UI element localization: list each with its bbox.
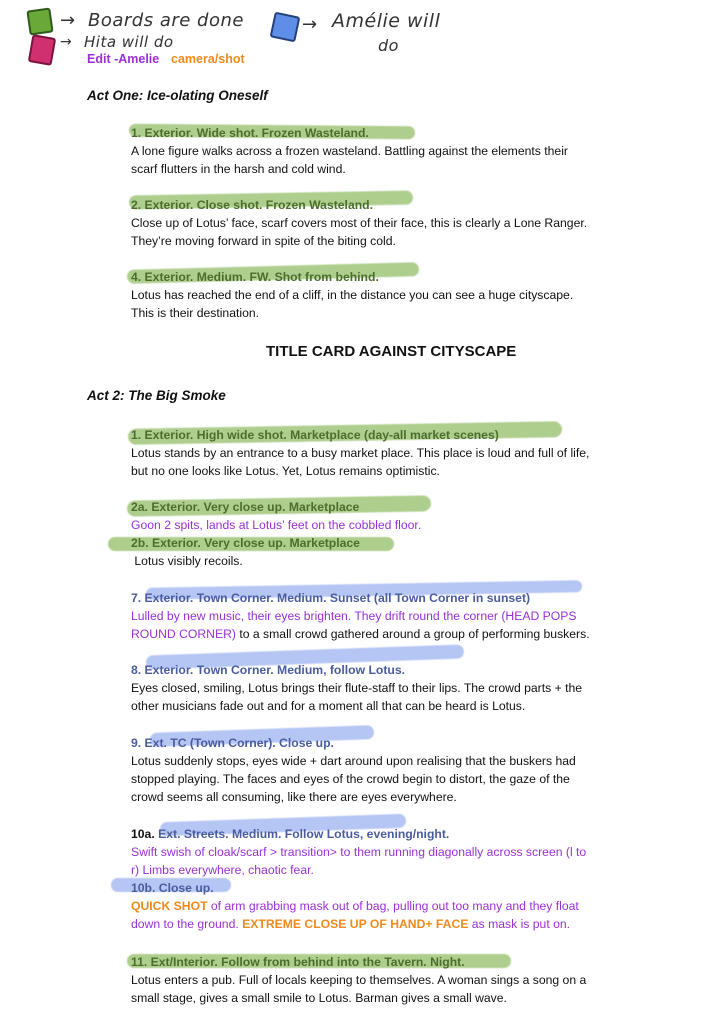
blue-note-line1: Amélie will [332,10,441,32]
scene-text-edit: of arm grabbing mask out of bag, pulling out too many and they float [207,899,579,913]
scene-heading: 2. Exterior. Close shot. Frozen Wasteland. [131,198,373,212]
blue-note-line2: do [378,36,399,55]
scene-text: crowd seems all consuming, like there are eyes everywhere. [131,790,457,804]
camera-note: QUICK SHOT [131,899,208,913]
scene-heading: 9. Ext. TC (Town Corner). Close up. [131,736,334,750]
scene-text: A lone figure walks across a frozen wasteland. Battling against the elements their [131,144,568,158]
scene-text: This is their destination. [131,306,260,320]
pink-swatch-icon [28,34,56,66]
scene-text: scarf flutters in the harsh and cold wind. [131,162,346,176]
scene-text-edit: ROUND CORNER) [131,627,236,641]
blue-note-arrow-icon: → [302,14,318,35]
green-note-arrow-icon: → [60,10,76,31]
scene-text [131,897,579,915]
scene-heading-text: Ext. Streets. Medium. Follow Lotus, evening/night. [158,827,450,841]
title-card-heading: TITLE CARD AGAINST CITYSCAPE [266,343,517,360]
act-two-title: Act 2: The Big Smoke [87,388,226,403]
pink-note-arrow-icon: → [60,34,73,50]
scene-text-edit: Lulled by new music, their eyes brighten. They drift round the corner (HEAD POPS [131,609,577,623]
scene-text-edit: Swift swish of cloak/scarf > transition> to them running diagonally across screen (l to [131,845,587,859]
scene-text-edit: as mask is put on. [468,917,571,931]
scene-text [131,915,570,933]
scene-text: Close up of Lotus’ face, scarf covers most of their face, this is clearly a Lone Ranger. [131,216,588,230]
scene-text: Lotus enters a pub. Full of locals keeping to themselves. A woman sings a song on a [131,973,587,987]
scene-heading: 11. Ext/Interior. Follow from behind into the Tavern. Night. [131,955,465,969]
scene-text: They’re moving forward in spite of the biting cold. [131,234,396,248]
scene-heading: 1. Exterior. High wide shot. Marketplace (day-all market scenes) [131,428,499,442]
scene-text: to a small crowd gathered around a group of performing buskers. [235,627,590,641]
camera-note: EXTREME CLOSE UP OF HAND+ FACE [242,917,469,931]
pink-note: Hita will do [84,33,174,51]
scene-text: other musicians fade out and for a moment all that can be heard is Lotus. [131,699,526,713]
scene-text: stopped playing. The faces and eyes of the crowd begin to distort, the gaze of the [131,772,570,786]
edit-label: Edit -Amelie [87,52,160,66]
scene-text-edit: Goon 2 spits, lands at Lotus’ feet on the cobbled floor. [131,518,422,532]
scene-text: Lotus stands by an entrance to a busy market place. This place is loud and full of life, [131,446,590,460]
scene-heading: 4. Exterior. Medium. FW. Shot from behind. [131,270,379,284]
scene-text: Lotus suddenly stops, eyes wide + dart around upon realising that the buskers had [131,754,576,768]
act-one-title: Act One: Ice-olating Oneself [87,88,268,103]
scene-text: small stage, gives a small smile to Lotus. Barman gives a small wave. [131,991,507,1005]
scene-text: Lotus visibly recoils. [131,554,243,568]
blue-swatch-icon [270,12,301,43]
green-note: Boards are done [88,10,244,31]
scene-heading: 1. Exterior. Wide shot. Frozen Wasteland. [131,126,369,140]
scene-heading: 7. Exterior. Town Corner. Medium. Sunset (all Town Corner in sunset) [131,591,531,605]
scene-heading: 2b. Exterior. Very close up. Marketplace [131,536,360,550]
camera-label: camera/shot [171,52,245,66]
scene-heading: 2a. Exterior. Very close up. Marketplace [131,500,360,514]
scene-heading: 10b. Close up. [131,881,214,895]
green-swatch-icon [26,7,53,35]
scene-text [131,625,590,643]
scene-number: 10a. [131,827,159,841]
scene-text: Eyes closed, smiling, Lotus brings their flute-staff to their lips. The crowd parts + the [131,681,583,695]
scene-text-edit: down to the ground. [131,917,243,931]
scene-heading: 8. Exterior. Town Corner. Medium, follow Lotus. [131,663,406,677]
scene-text-edit: r) Limbs everywhere, chaotic fear. [131,863,314,877]
scene-text: but no one looks like Lotus. Yet, Lotus remains optimistic. [131,464,440,478]
scene-text: Lotus has reached the end of a cliff, in the distance you can see a huge cityscape. [131,288,574,302]
scene-heading [131,825,449,843]
